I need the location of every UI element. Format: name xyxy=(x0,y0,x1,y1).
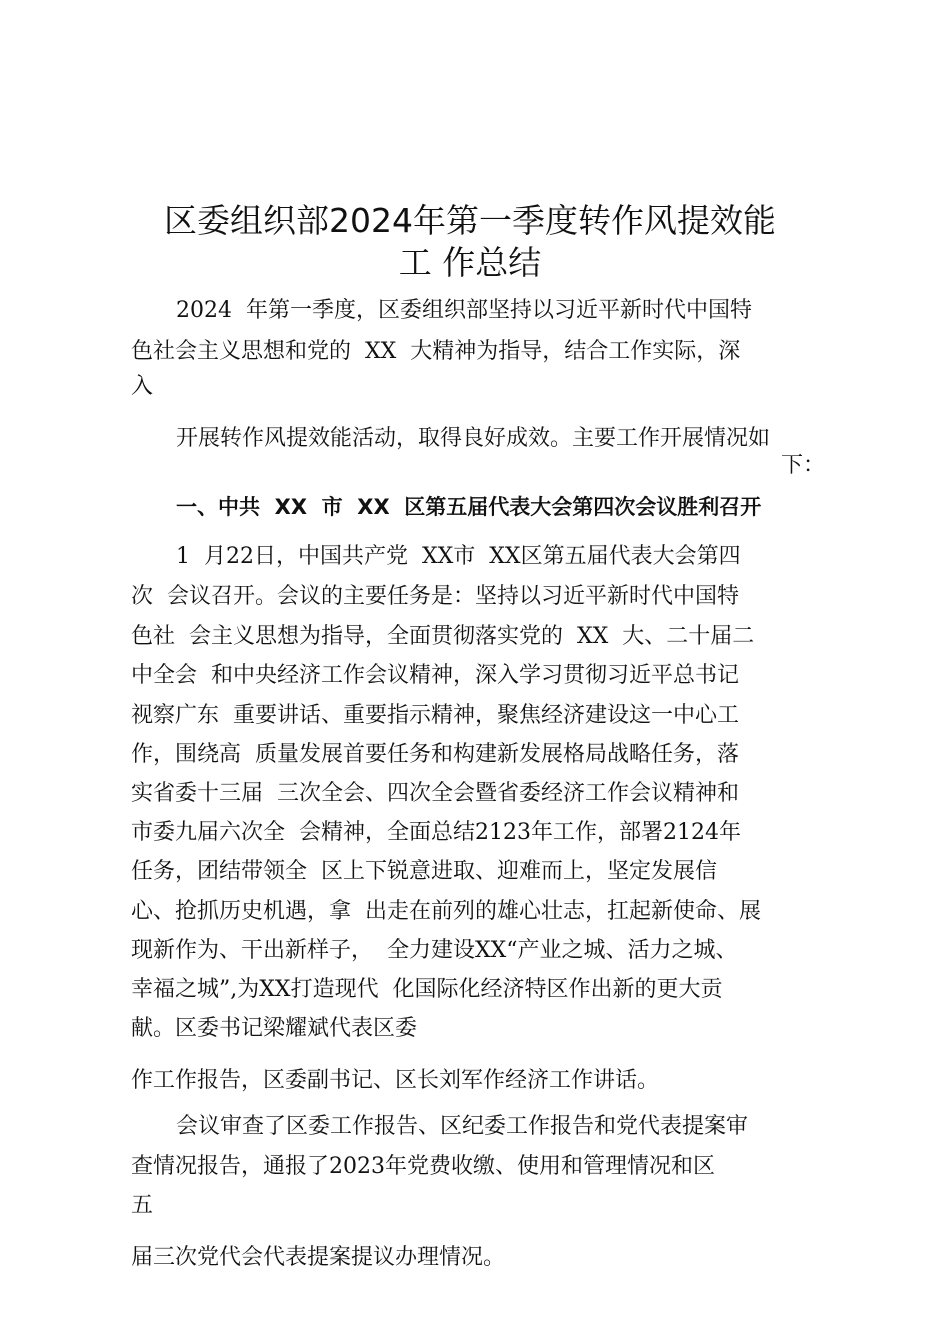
paragraph-3-line-2: 次 会议召开。会议的主要任务是：坚持以习近平新时代中国特 xyxy=(131,584,739,609)
paragraph-4-line-1: 作工作报告，区委副书记、区长刘军作经济工作讲话。 xyxy=(131,1068,660,1093)
paragraph-1-line-3: 入 xyxy=(131,374,154,399)
paragraph-1-line-1: 2024 年第一季度，区委组织部坚持以习近平新时代中国特 xyxy=(176,298,752,323)
paragraph-3-line-12: 幸福之城”,为XX打造现代 化国际化经济特区作出新的更大贡 xyxy=(131,977,723,1002)
paragraph-1-line-2: 色社会主义思想和党的 XX 大精神为指导，结合工作实际，深 xyxy=(131,339,741,364)
paragraph-3-line-7: 实省委十三届 三次全会、四次全会暨省委经济工作会议精神和 xyxy=(131,781,739,806)
paragraph-3-line-4: 中全会 和中央经济工作会议精神，深入学习贯彻习近平总书记 xyxy=(131,663,739,688)
paragraph-5-line-1: 会议审查了区委工作报告、区纪委工作报告和党代表提案审 xyxy=(176,1114,749,1139)
section-heading-1: 一、中共 XX 市 XX 区第五届代表大会第四次会议胜利召开 xyxy=(176,495,762,519)
paragraph-3-line-13: 献。区委书记梁耀斌代表区委 xyxy=(131,1016,418,1041)
paragraph-3-line-10: 心、抢抓历史机遇，拿 出走在前列的雄心壮志，扛起新使命、展 xyxy=(131,899,761,924)
paragraph-5-line-3: 五 xyxy=(131,1193,154,1218)
paragraph-3-line-1: 1 月22日，中国共产党 XX市 XX区第五届代表大会第四 xyxy=(176,544,741,569)
paragraph-3-line-9: 任务，团结带领全 区上下锐意进取、迎难而上，坚定发展信 xyxy=(131,859,717,884)
paragraph-3-line-3: 色社 会主义思想为指导，全面贯彻落实党的 XX 大、二十届二 xyxy=(131,624,755,649)
document-title-line-2: 工 作总结 xyxy=(398,243,542,282)
paragraph-3-line-11: 现新作为、干出新样子， 全力建设XX“产业之城、活力之城、 xyxy=(131,938,738,963)
paragraph-6-line-1: 届三次党代会代表提案提议办理情况。 xyxy=(131,1245,506,1270)
paragraph-5-line-2: 查情况报告，通报了2023年党费收缴、使用和管理情况和区 xyxy=(131,1154,715,1179)
paragraph-3-line-6: 作，围绕高 质量发展首要任务和构建新发展格局战略任务，落 xyxy=(131,742,739,767)
document-title-line-1: 区委组织部2024年第一季度转作风提效能 xyxy=(164,201,776,240)
paragraph-2-line-1: 开展转作风提效能活动，取得良好成效。主要工作开展情况如 xyxy=(176,426,771,451)
paragraph-3-line-5: 视察广东 重要讲话、重要指示精神，聚焦经济建设这一中心工 xyxy=(131,703,739,728)
paragraph-2-line-2: 下： xyxy=(780,453,825,478)
paragraph-3-line-8: 市委九届六次全 会精神，全面总结2123年工作，部署2124年 xyxy=(131,820,741,845)
